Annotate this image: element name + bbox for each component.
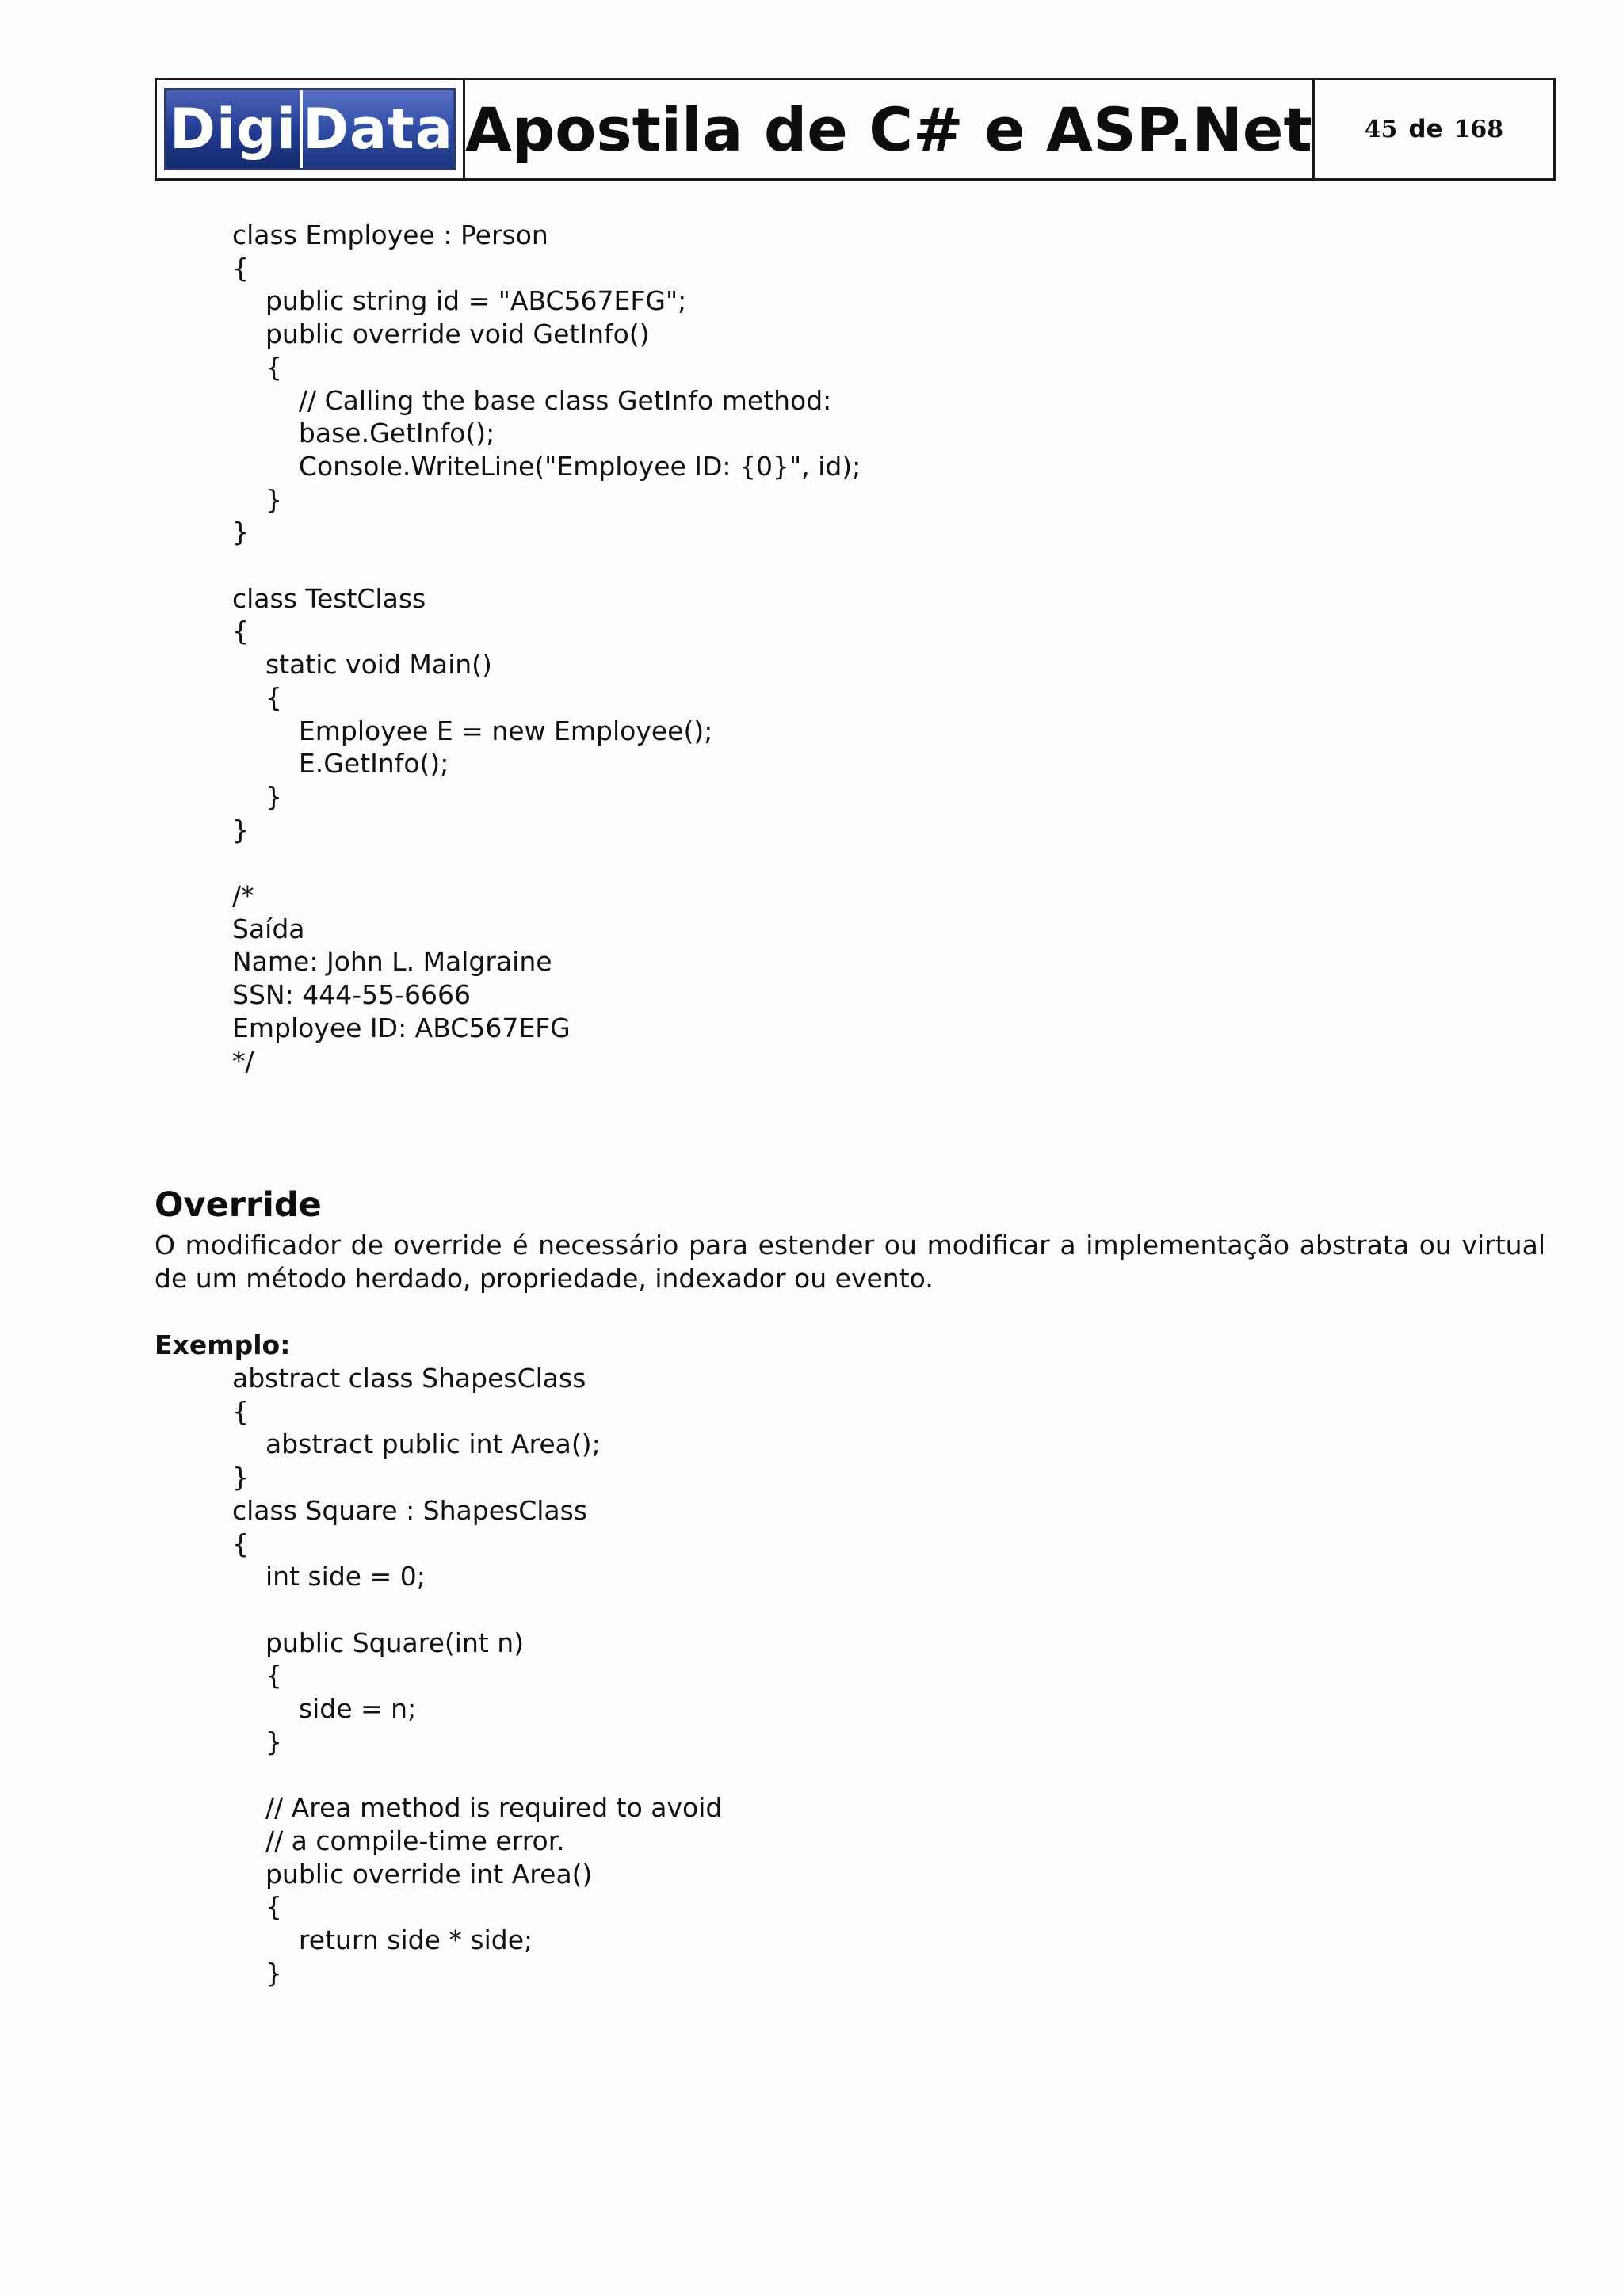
page-number (1315, 80, 1553, 178)
section-heading-override: Override (155, 1185, 322, 1225)
digidata-logo (164, 88, 456, 170)
document-title: Apostila de C# e ASP.Net (464, 93, 1312, 165)
logo-text-data: Data (300, 90, 453, 168)
code-example-employee: class Employee : Person { public string id = "ABC567EFG"; public override void GetInfo() { // Calling the base class GetInfo method: base.GetInfo(); Console.WriteLine("Employee ID: {0}", id); } } class TestClass { static void Main() { Employee E = new Employee(); E.GetInfo(); } } /* Saída Name: John L. Malgraine SSN: 444-55-6666 Employee ID: ABC567EFG */ (232, 219, 861, 1077)
override-description: O modificador de override é necessário para estender ou modificar a implementação abstrata ou virtual de um método herdado, propriedade, indexador ou evento. (155, 1230, 1545, 1294)
page-current: 45 (1364, 115, 1398, 143)
example-label: Exemplo: (155, 1329, 291, 1360)
title-cell (465, 80, 1315, 178)
code-example-shapes: abstract class ShapesClass { abstract public int Area(); } class Square : ShapesClass { int side = 0; public Square(int n) { side = n; } // Area method is required to avoid // a compile-time error. public override int Area() { return side * side; } (232, 1363, 723, 1989)
page-header (155, 78, 1556, 181)
logo-cell (157, 80, 465, 178)
page-separator: de (1408, 115, 1443, 143)
logo-text-digi: Digi (166, 90, 300, 168)
page-total: 168 (1453, 115, 1504, 143)
